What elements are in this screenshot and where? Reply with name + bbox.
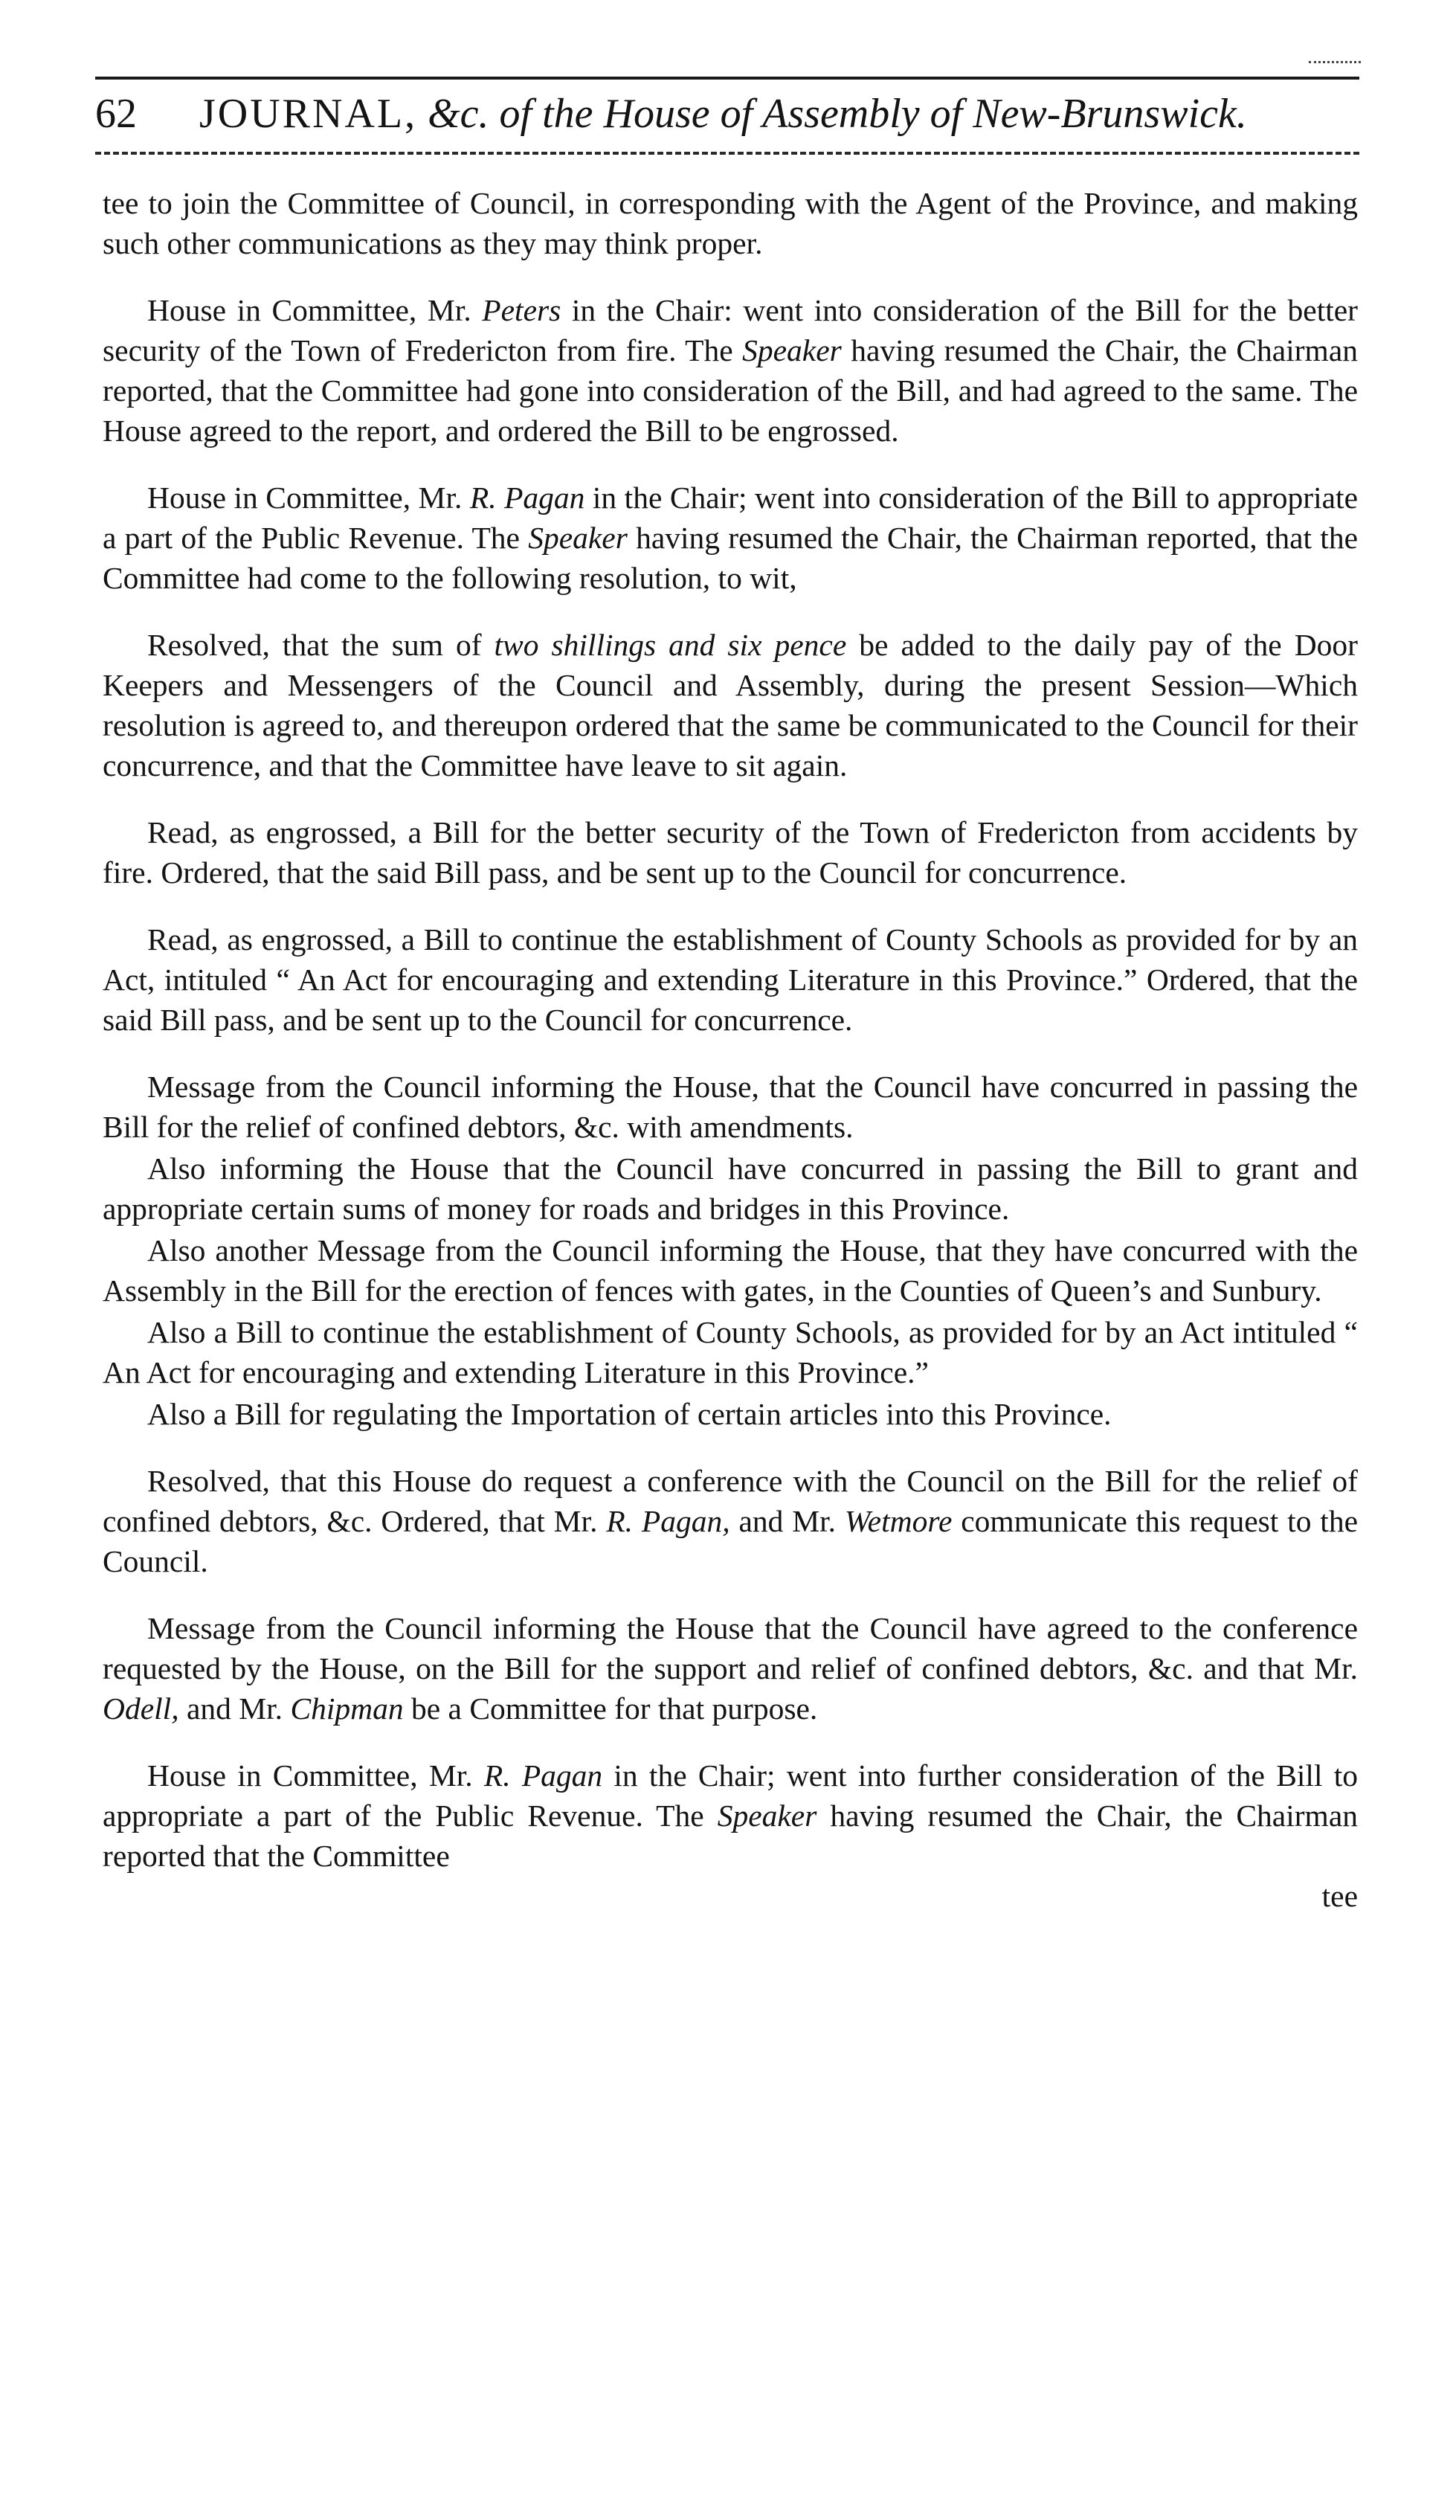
paragraph-fences-gates: Also another Message from the Council informing the House, that they have concurred with the Assembly in the Bill for the erection of fences with gates, in the Counties of Queen’s and Sunbury.	[103, 1233, 1358, 1308]
paragraph-further-consideration: House in Committee, Mr. R. Pagan in the Chair; went into further consideration of the Bill to appropriate a part of the Public Revenue. The Speaker having resumed the Chair, the Chairman reported that the Committee	[103, 1758, 1358, 1873]
paragraph-committee-agent: tee to join the Committee of Council, in corresponding with the Agent of the Province, and making such other communications as they may think proper.	[103, 186, 1358, 260]
header-top-rule	[95, 77, 1359, 80]
paragraph-public-revenue-committee: House in Committee, Mr. R. Pagan in the Chair; went into consideration of the Bill to appropriate a part of the Public Revenue. The Speaker having resumed the Chair, the Chairman reported, that the Committee had come to the following resolution, to wit,	[103, 480, 1359, 595]
header-bottom-rule	[95, 152, 1359, 155]
running-title: JOURNAL,	[199, 91, 418, 137]
paragraph-conference-request: Resolved, that this House do request a conference with the Council on the Bill for the relief of confined debtors, &c. Ordered, that Mr. R. Pagan, and Mr. Wetmore communicate this request to the Council.	[103, 1464, 1358, 1578]
running-title-italic: &c. of the House of Assembly of New-Brunswick.	[428, 91, 1247, 137]
paragraph-conference-agreed: Message from the Council informing the House that the Council have agreed to the conference requested by the House, on the Bill for the support and relief of confined debtors, &c. and that Mr. Odell, and Mr. Chipman be a Committee for that purpose.	[103, 1611, 1358, 1726]
paragraph-county-schools-engrossed: Read, as engrossed, a Bill to continue the establishment of County Schools as provided for by an Act, intituled “ An Act for encouraging and extending Literature in this Province.” Ordered, that the said Bill pass, and be sent up to the Council for concurrence.	[103, 922, 1358, 1037]
running-header	[95, 82, 1359, 146]
paragraph-debtors-message: Message from the Council informing the House, that the Council have concurred in passing the Bill for the relief of confined debtors, &c. with amendments.	[103, 1070, 1358, 1144]
paragraph-importation-bill: Also a Bill for regulating the Importation of certain articles into this Province.	[147, 1397, 1112, 1431]
paragraph-fredericton-fire-committee: House in Committee, Mr. Peters in the Chair: went into consideration of the Bill for the better security of the Town of Fredericton from fire. The Speaker having resumed the Chair, the Chairman reported, that the Committee had gone into consideration of the Bill, and had agreed to the same. The House agreed to the report, and ordered the Bill to be engrossed.	[103, 293, 1358, 448]
journal-body	[103, 183, 1358, 1916]
catchword: tee	[1321, 1879, 1358, 1913]
paragraph-county-schools-bill: Also a Bill to continue the establishment of County Schools, as provided for by an Act intituled “ An Act for encouraging and extending Literature in this Province.”	[103, 1315, 1358, 1389]
paragraph-roads-bridges: Also informing the House that the Council have concurred in passing the Bill to grant and appropriate certain sums of money for roads and bridges in this Province.	[103, 1151, 1358, 1226]
page-number: 62	[95, 91, 137, 137]
paragraph-door-keepers-resolution: Resolved, that the sum of two shillings and six pence be added to the daily pay of the Door Keepers and Messengers of the Council and Assembly, during the present Session—Which resolution is agreed to, and thereupon ordered that the same be communicated to the Council for their concurrence, and that the Committee have leave to sit again.	[103, 628, 1358, 782]
header-dotted-rule	[1309, 61, 1361, 63]
paragraph-fire-bill-engrossed: Read, as engrossed, a Bill for the better security of the Town of Fredericton from accidents by fire. Ordered, that the said Bill pass, and be sent up to the Council for concurrence.	[103, 815, 1358, 890]
